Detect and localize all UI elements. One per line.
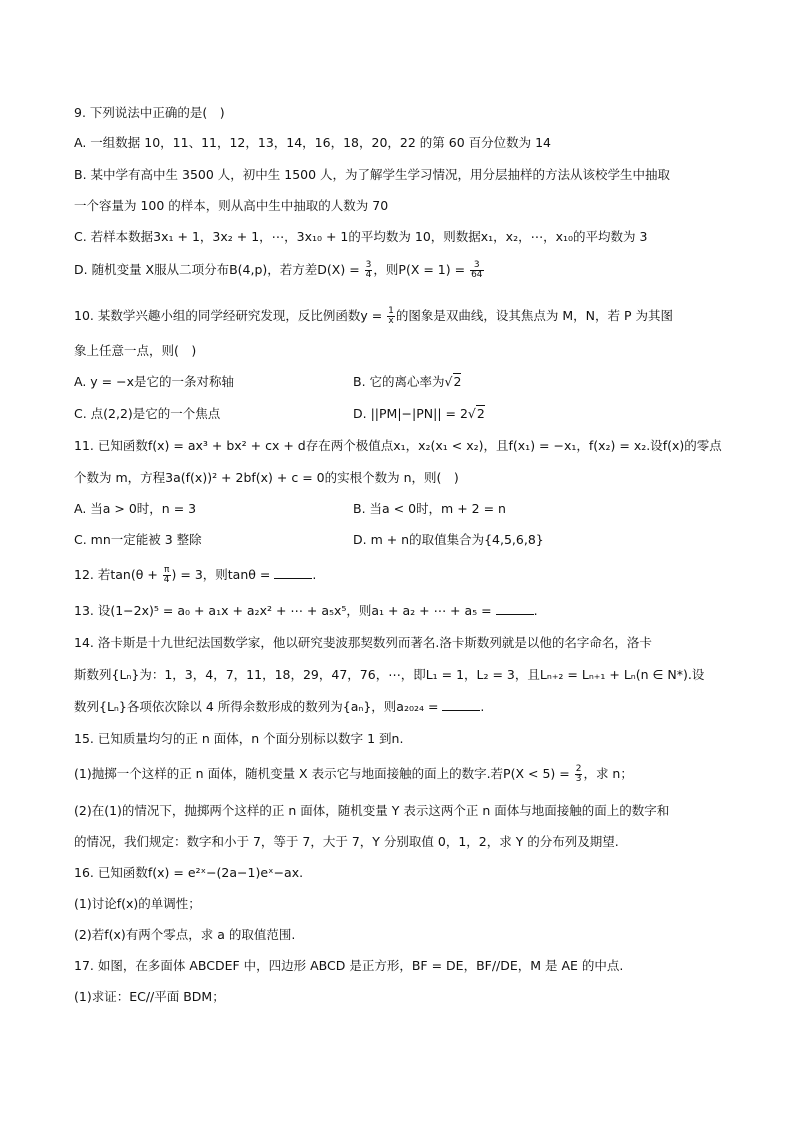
q9-option-d: D. 随机变量 X服从二项分布B(4,p)，若方差D(X) = $\frac{3}{4}$ ，则P(X = 1) = $\frac{3}{64}$ <box>74 260 483 280</box>
q11-stem-line2: 个数为 m，方程3a(f(x))² + 2bf(x) + c = 0的实根个数为 n，则( ) <box>74 470 459 485</box>
answer-blank <box>442 698 480 711</box>
q11-option-b: B. 当a < 0时，m + 2 = n <box>353 501 506 516</box>
q15-stem: 15. 已知质量均匀的正 n 面体，n 个面分别标以数字 1 到n. <box>74 731 404 746</box>
q9-option-b-line1: B. 某中学有高中生 3500 人，初中生 1500 人，为了解学生学习情况，用分层抽样的方法从该校学生中抽取 <box>74 167 671 182</box>
q13-stem: 13. 设(1−2x)⁵ = a₀ + a₁x + a₂x² + ⋯ + a₅x⁵，则a₁ + a₂ + ⋯ + a₅ = . <box>74 603 538 618</box>
sqrt-symbol: √2 <box>467 406 485 421</box>
q14-stem-line3: 数列{Lₙ}各项依次除以 4 所得余数形成的数列为{aₙ}，则a₂₀₂₄ = . <box>74 699 485 714</box>
q9-option-c: C. 若样本数据3x₁ + 1，3x₂ + 1，⋯，3x₁₀ + 1的平均数为 10，则数据x₁，x₂，⋯，x₁₀的平均数为 3 <box>74 229 648 244</box>
q11-option-d: D. m + n的取值集合为{4,5,6,8} <box>353 532 544 547</box>
q10-stem-line1: 10. 某数学兴趣小组的同学经研究发现，反比例函数y = $\frac{1}{x}$ 的图象是双曲线，设其焦点为 M，N，若 P 为其图 <box>74 306 674 326</box>
q10-stem-line2: 象上任意一点，则( ) <box>74 343 197 358</box>
q16-stem: 16. 已知函数f(x) = e²ˣ−(2a−1)eˣ−ax. <box>74 865 304 880</box>
fraction: $\frac{3}{64}$ <box>471 260 483 280</box>
q14-stem-line2: 斯数列{Lₙ}为：1，3，4，7，11，18，29，47，76，⋯，即L₁ = 1，L₂ = 3，且Lₙ₊₂ = Lₙ₊₁ + Lₙ(n ∈ N*).设 <box>74 667 705 682</box>
q10-option-d: D. ||PM|−|PN|| = 2√2 <box>353 406 485 421</box>
q11-stem-line1: 11. 已知函数f(x) = ax³ + bx² + cx + d存在两个极值点x₁，x₂(x₁ < x₂)，且f(x₁) = −x₁，f(x₂) = x₂.设f(x)的零点 <box>74 438 722 453</box>
fraction: $\frac{1}{x}$ <box>388 306 394 326</box>
answer-blank <box>496 602 534 615</box>
q15-part2-line2: 的情况，我们规定：数字和小于 7，等于 7，大于 7，Y 分别取值 0，1，2，求 Y 的分布列及期望. <box>74 834 619 849</box>
q9-option-b-line2: 一个容量为 100 的样本，则从高中生中抽取的人数为 70 <box>74 198 389 213</box>
q11-option-a: A. 当a > 0时，n = 3 <box>74 501 197 516</box>
q9-option-a: A. 一组数据 10，11、11，12，13，14，16，18，20，22 的第 60 百分位数为 14 <box>74 135 552 150</box>
fraction: $\frac{\pi}{4}$ <box>163 565 170 585</box>
q10-option-a: A. y = −x是它的一条对称轴 <box>74 374 234 389</box>
fraction: $\frac{3}{4}$ <box>365 260 372 280</box>
q10-option-c: C. 点(2,2)是它的一个焦点 <box>74 406 221 421</box>
q16-part1: (1)讨论f(x)的单调性； <box>74 896 201 911</box>
q9-stem: 9. 下列说法中正确的是( ) <box>74 105 225 120</box>
q11-option-c: C. mn一定能被 3 整除 <box>74 532 202 547</box>
q14-stem-line1: 14. 洛卡斯是十九世纪法国数学家，他以研究斐波那契数列而著名.洛卡斯数列就是以他的名字命名，洛卡 <box>74 635 652 650</box>
q15-part1: (1)抛掷一个这样的正 n 面体，随机变量 X 表示它与地面接触的面上的数字.若P(X < 5) = $\frac{2}{3}$ ，求 n； <box>74 764 633 784</box>
q16-part2: (2)若f(x)有两个零点，求 a 的取值范围. <box>74 927 296 942</box>
q12-stem: 12. 若tan(θ + $\frac{\pi}{4}$ ) = 3，则tanθ = . <box>74 565 317 585</box>
q15-part2-line1: (2)在(1)的情况下，抛掷两个这样的正 n 面体，随机变量 Y 表示这两个正 n 面体与地面接触的面上的数字和 <box>74 803 670 818</box>
answer-blank <box>274 566 312 579</box>
q17-stem: 17. 如图，在多面体 ABCDEF 中，四边形 ABCD 是正方形，BF = DE，BF//DE，M 是 AE 的中点. <box>74 958 624 973</box>
fraction: $\frac{2}{3}$ <box>575 764 582 784</box>
q17-part1: (1)求证：EC//平面 BDM； <box>74 989 225 1004</box>
q10-option-b: B. 它的离心率为√2 <box>353 374 462 389</box>
sqrt-symbol: √2 <box>444 374 462 389</box>
